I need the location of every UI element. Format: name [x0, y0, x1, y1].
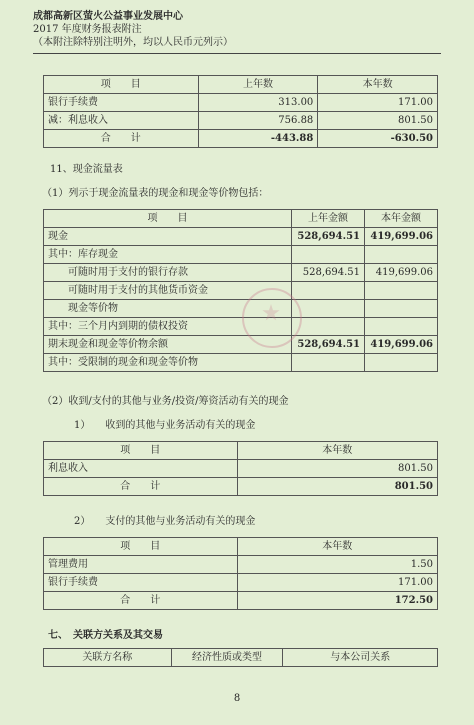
table-row — [44, 354, 438, 372]
row-label: 可随时用于支付的其他货币资金 — [44, 282, 292, 300]
section-7-title: 七、 关联方关系及其交易 — [48, 630, 163, 641]
table-header-row — [44, 649, 438, 667]
curr-value: 801.50 — [237, 478, 438, 496]
subsection-2-title: 2） 支付的其他与业务活动有关的现金 — [74, 516, 256, 527]
prev-value: 528,694.51 — [292, 336, 365, 354]
row-label: 可随时用于支付的银行存款 — [44, 264, 292, 282]
table-header-row — [44, 76, 438, 94]
curr-value: 419,699.06 — [365, 228, 438, 246]
total-row — [44, 130, 438, 148]
col-header: 与本公司关系 — [283, 649, 438, 667]
row-label: 其中：受限制的现金和现金等价物 — [44, 354, 292, 372]
col-header: 项 目 — [44, 76, 199, 94]
table-row — [44, 228, 438, 246]
table-row — [44, 300, 438, 318]
curr-value: 419,699.06 — [365, 264, 438, 282]
cash-equivalents-table — [43, 209, 438, 372]
table-row — [44, 460, 438, 478]
curr-value: 171.00 — [237, 574, 437, 592]
report-note: （本附注除特别注明外，均以人民币元列示） — [33, 37, 233, 48]
row-label: 现金等价物 — [44, 300, 292, 318]
prev-value — [292, 318, 365, 336]
row-label: 银行手续费 — [44, 94, 199, 112]
prev-value — [292, 354, 365, 372]
table-row — [44, 318, 438, 336]
col-header: 经济性质或类型 — [171, 649, 283, 667]
table-row — [44, 336, 438, 354]
curr-value — [365, 282, 438, 300]
row-label: 利息收入 — [44, 460, 238, 478]
prev-value: 756.88 — [198, 112, 318, 130]
col-header: 项 目 — [44, 210, 292, 228]
col-header: 项 目 — [44, 538, 238, 556]
table-header-row — [44, 442, 438, 460]
section-11-title: 11、现金流量表 — [50, 164, 123, 175]
total-row — [44, 478, 438, 496]
col-header: 本年金额 — [365, 210, 438, 228]
row-label: 合 计 — [44, 130, 199, 148]
subsection-1-title: 1） 收到的其他与业务活动有关的现金 — [74, 420, 256, 431]
row-label: 现金 — [44, 228, 292, 246]
fee-table — [43, 75, 438, 148]
row-label: 期末现金和现金等价物余额 — [44, 336, 292, 354]
section-2-title: （2）收到/支付的其他与业务/投资/筹资活动有关的现金 — [42, 396, 289, 407]
prev-value: 313.00 — [198, 94, 318, 112]
row-label: 合 计 — [44, 592, 238, 610]
received-cash-table — [43, 441, 438, 496]
col-header: 关联方名称 — [44, 649, 172, 667]
curr-value: 801.50 — [318, 112, 438, 130]
curr-value — [365, 318, 438, 336]
prev-value — [292, 282, 365, 300]
col-header: 本年数 — [318, 76, 438, 94]
curr-value: 172.50 — [237, 592, 437, 610]
related-party-table — [43, 648, 438, 667]
row-label: 管理费用 — [44, 556, 238, 574]
col-header: 上年数 — [198, 76, 318, 94]
header-rule — [33, 53, 441, 54]
paid-cash-table — [43, 537, 438, 610]
table-header-row — [44, 538, 438, 556]
row-label: 银行手续费 — [44, 574, 238, 592]
curr-value — [365, 246, 438, 264]
curr-value — [365, 354, 438, 372]
table-row — [44, 94, 438, 112]
prev-value: -443.88 — [198, 130, 318, 148]
col-header: 上年金额 — [292, 210, 365, 228]
prev-value — [292, 300, 365, 318]
row-label: 合 计 — [44, 478, 238, 496]
curr-value: 1.50 — [237, 556, 437, 574]
curr-value: 419,699.06 — [365, 336, 438, 354]
page-number: 8 — [233, 693, 241, 704]
col-header: 本年数 — [237, 538, 437, 556]
section-11-subtitle: （1）列示于现金流量表的现金和现金等价物包括： — [42, 188, 269, 199]
total-row — [44, 592, 438, 610]
prev-value: 528,694.51 — [292, 264, 365, 282]
table-row — [44, 264, 438, 282]
prev-value — [292, 246, 365, 264]
row-label: 减：利息收入 — [44, 112, 199, 130]
org-name: 成都高新区萤火公益事业发展中心 — [33, 11, 183, 22]
official-seal-icon — [242, 288, 302, 348]
col-header: 本年数 — [237, 442, 438, 460]
curr-value: 171.00 — [318, 94, 438, 112]
table-header-row — [44, 210, 438, 228]
curr-value: -630.50 — [318, 130, 438, 148]
page-header — [33, 10, 233, 49]
table-row — [44, 112, 438, 130]
table-row — [44, 574, 438, 592]
table-row — [44, 246, 438, 264]
report-title: 2017 年度财务报表附注 — [33, 24, 142, 35]
curr-value — [365, 300, 438, 318]
col-header: 项 目 — [44, 442, 238, 460]
curr-value: 801.50 — [237, 460, 438, 478]
row-label: 其中：库存现金 — [44, 246, 292, 264]
prev-value: 528,694.51 — [292, 228, 365, 246]
table-row — [44, 282, 438, 300]
table-row — [44, 556, 438, 574]
row-label: 其中：三个月内到期的债权投资 — [44, 318, 292, 336]
